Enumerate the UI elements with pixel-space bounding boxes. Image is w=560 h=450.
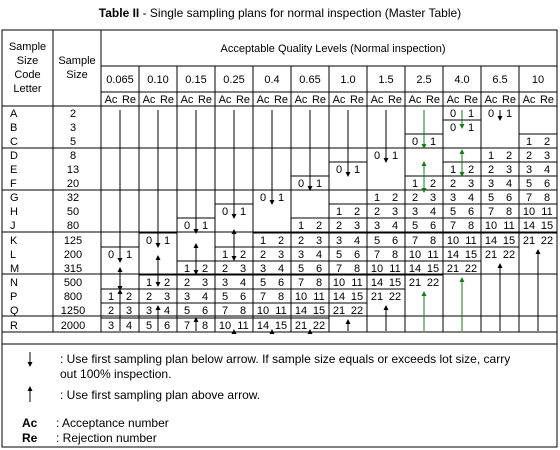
cell-ac: 14	[408, 263, 422, 275]
code-letter-header: Sample	[8, 41, 47, 53]
re-label: Re	[387, 94, 403, 106]
cell-ac: 5	[449, 206, 457, 218]
cell-ac: 5	[525, 178, 533, 190]
legend-down-text-2: out 100% inspection.	[60, 367, 172, 381]
cell-re: 11	[503, 220, 515, 232]
cell-ac: 1	[411, 178, 419, 190]
cell-re: 22	[388, 291, 402, 303]
cell-ac: 3	[107, 320, 115, 332]
cell-ac: 2	[335, 220, 343, 232]
cell-re: 4	[277, 263, 285, 275]
aql-level-2: 0.15	[185, 74, 207, 86]
code-letter: H	[10, 206, 18, 218]
cell-re: 15	[502, 235, 516, 247]
cell-ac: 7	[411, 235, 419, 247]
cell-re: 8	[315, 277, 323, 289]
sample-size: 2	[69, 108, 77, 120]
cell-re: 3	[277, 249, 285, 261]
cell-ac: 7	[449, 220, 457, 232]
cell-ac: 3	[411, 206, 419, 218]
code-letter: N	[10, 277, 18, 289]
cell-ac: 0	[411, 136, 419, 148]
re-label: Re	[539, 94, 555, 106]
cell-ac: 2	[373, 206, 381, 218]
cell-ac: 0	[107, 249, 115, 261]
cell-re: 11	[389, 263, 401, 275]
cell-re: 3	[543, 150, 551, 162]
cell-re: 8	[543, 192, 551, 204]
cell-re: 11	[541, 206, 553, 218]
cell-re: 2	[391, 192, 399, 204]
cell-ac: 2	[525, 150, 533, 162]
ac-label: Ac	[218, 94, 232, 106]
cell-re: 2	[163, 277, 171, 289]
cell-ac: 0	[221, 206, 229, 218]
ac-label: Ac	[142, 94, 156, 106]
cell-re: 15	[274, 320, 288, 332]
cell-re: 1	[239, 206, 247, 218]
legend-re-term: Re	[22, 431, 38, 445]
ac-label: Ac	[256, 94, 270, 106]
cell-re: 11	[465, 235, 477, 247]
cell-re: 3	[239, 263, 247, 275]
cell-ac: 3	[259, 263, 267, 275]
cell-re: 4	[125, 320, 133, 332]
cell-ac: 2	[145, 291, 153, 303]
sample-size: 2000	[60, 320, 86, 332]
cell-ac: 0	[297, 178, 305, 190]
cell-ac: 1	[183, 263, 191, 275]
cell-re: 22	[540, 235, 554, 247]
cell-re: 6	[505, 192, 513, 204]
aql-level-11: 10	[531, 74, 545, 86]
aql-level-5: 0.65	[299, 74, 321, 86]
cell-re: 11	[351, 277, 363, 289]
cell-ac: 10	[218, 320, 232, 332]
cell-ac: 3	[449, 192, 457, 204]
cell-ac: 0	[145, 235, 153, 247]
code-letter: J	[10, 220, 16, 232]
cell-ac: 1	[335, 206, 343, 218]
cell-re: 3	[505, 164, 513, 176]
cell-ac: 21	[446, 263, 460, 275]
cell-re: 2	[201, 263, 209, 275]
code-letter: E	[10, 164, 18, 176]
cell-ac: 14	[484, 235, 498, 247]
cell-ac: 0	[487, 108, 495, 120]
cell-re: 6	[201, 305, 209, 317]
cell-ac: 2	[449, 178, 457, 190]
cell-ac: 10	[256, 305, 270, 317]
cell-re: 3	[315, 235, 323, 247]
cell-ac: 1	[449, 164, 457, 176]
cell-ac: 14	[446, 249, 460, 261]
cell-ac: 5	[487, 192, 495, 204]
re-label: Re	[235, 94, 251, 106]
re-label: Re	[159, 94, 175, 106]
cell-re: 2	[315, 220, 323, 232]
cell-re: 2	[543, 136, 551, 148]
cell-ac: 21	[370, 291, 384, 303]
sample-size: 1250	[60, 305, 86, 317]
cell-ac: 7	[373, 249, 381, 261]
cell-ac: 10	[484, 220, 498, 232]
cell-re: 8	[505, 206, 513, 218]
cell-ac: 5	[335, 249, 343, 261]
table-caption: - Single sampling plans for normal inspection (Master Table)	[139, 6, 462, 20]
cell-ac: 2	[297, 235, 305, 247]
cell-re: 1	[353, 164, 361, 176]
aql-level-9: 4.0	[454, 74, 470, 86]
cell-re: 1	[467, 122, 475, 134]
cell-re: 6	[163, 320, 171, 332]
cell-ac: 3	[297, 249, 305, 261]
sample-size: 80	[66, 220, 80, 232]
cell-ac: 3	[145, 305, 153, 317]
sample-size: 20	[66, 178, 80, 190]
cell-re: 2	[429, 178, 437, 190]
cell-ac: 7	[221, 305, 229, 317]
ac-label: Ac	[446, 94, 460, 106]
cell-re: 8	[429, 235, 437, 247]
cell-ac: 1	[145, 277, 153, 289]
ac-label: Ac	[180, 94, 194, 106]
code-letter: M	[10, 263, 20, 275]
re-label: Re	[197, 94, 213, 106]
code-letter: D	[10, 150, 18, 162]
cell-re: 11	[275, 305, 287, 317]
legend-ac-def: : Acceptance number	[56, 416, 169, 430]
re-label: Re	[121, 94, 137, 106]
cell-ac: 21	[332, 305, 346, 317]
cell-ac: 10	[294, 291, 308, 303]
cell-re: 15	[388, 277, 402, 289]
cell-ac: 2	[259, 249, 267, 261]
aql-level-0: 0.065	[106, 74, 134, 86]
cell-re: 4	[201, 291, 209, 303]
cell-ac: 1	[525, 136, 533, 148]
code-letter-header: Letter	[13, 83, 42, 95]
ac-label: Ac	[484, 94, 498, 106]
cell-re: 2	[505, 150, 513, 162]
sample-size: 50	[66, 206, 80, 218]
cell-re: 3	[391, 206, 399, 218]
cell-ac: 7	[297, 277, 305, 289]
cell-ac: 3	[335, 235, 343, 247]
cell-ac: 10	[446, 235, 460, 247]
cell-re: 4	[543, 164, 551, 176]
cell-ac: 5	[145, 320, 153, 332]
aql-level-6: 1.0	[340, 74, 356, 86]
cell-ac: 3	[487, 178, 495, 190]
cell-ac: 21	[522, 235, 536, 247]
cell-ac: 0	[449, 108, 457, 120]
cell-ac: 0	[373, 150, 381, 162]
legend-re-def: : Rejection number	[56, 431, 157, 445]
cell-ac: 14	[370, 277, 384, 289]
cell-ac: 10	[332, 277, 346, 289]
sample-size: 5	[69, 136, 77, 148]
code-letter: B	[10, 122, 18, 134]
cell-re: 4	[239, 277, 247, 289]
cell-re: 4	[315, 249, 323, 261]
code-letter: Q	[10, 305, 19, 317]
cell-ac: 7	[259, 291, 267, 303]
cell-re: 8	[201, 320, 209, 332]
code-letter: L	[10, 249, 17, 261]
table-number: Table II	[98, 6, 140, 20]
sample-size: 3	[69, 122, 77, 134]
cell-re: 4	[163, 305, 171, 317]
re-label: Re	[463, 94, 479, 106]
cell-re: 8	[239, 305, 247, 317]
cell-re: 22	[502, 249, 516, 261]
cell-ac: 1	[373, 192, 381, 204]
cell-ac: 1	[297, 220, 305, 232]
cell-re: 8	[391, 249, 399, 261]
ac-label: Ac	[522, 94, 536, 106]
ac-label: Ac	[294, 94, 308, 106]
cell-ac: 5	[411, 220, 419, 232]
sample-size-header: Size	[66, 69, 88, 81]
cell-re: 1	[277, 192, 285, 204]
cell-re: 2	[239, 249, 247, 261]
sample-size: 500	[63, 277, 83, 289]
legend-down-text: : Use first sampling plan below arrow. If sample size equals or exceeds lot size, carry	[60, 352, 511, 366]
cell-ac: 7	[487, 206, 495, 218]
cell-re: 3	[125, 305, 133, 317]
sample-size: 200	[63, 249, 83, 261]
sample-size: 32	[66, 192, 80, 204]
cell-ac: 14	[294, 305, 308, 317]
cell-re: 15	[540, 220, 554, 232]
cell-re: 3	[429, 192, 437, 204]
cell-ac: 2	[487, 164, 495, 176]
cell-ac: 10	[370, 263, 384, 275]
cell-re: 22	[464, 263, 478, 275]
ac-label: Ac	[370, 94, 384, 106]
cell-ac: 7	[335, 263, 343, 275]
cell-re: 1	[163, 235, 171, 247]
cell-ac: 0	[183, 220, 191, 232]
cell-ac: 5	[183, 305, 191, 317]
cell-ac: 5	[297, 263, 305, 275]
cell-re: 2	[125, 291, 133, 303]
cell-re: 2	[467, 164, 475, 176]
ac-label: Ac	[332, 94, 346, 106]
cell-re: 22	[350, 305, 364, 317]
cell-re: 3	[163, 291, 171, 303]
cell-re: 11	[237, 320, 249, 332]
cell-re: 3	[353, 220, 361, 232]
cell-re: 4	[353, 235, 361, 247]
cell-ac: 1	[107, 291, 115, 303]
aql-level-3: 0.25	[223, 74, 245, 86]
cell-re: 6	[391, 235, 399, 247]
aql-level-10: 6.5	[492, 74, 508, 86]
aql-level-1: 0.10	[147, 74, 169, 86]
cell-ac: 1	[259, 235, 267, 247]
cell-re: 22	[312, 320, 326, 332]
code-letter-header: Code	[14, 69, 41, 81]
cell-ac: 3	[373, 220, 381, 232]
cell-re: 11	[313, 291, 325, 303]
cell-ac: 1	[221, 249, 229, 261]
cell-re: 1	[391, 150, 399, 162]
re-label: Re	[425, 94, 441, 106]
cell-ac: 21	[484, 249, 498, 261]
sample-size: 8	[69, 150, 77, 162]
sample-size: 315	[63, 263, 83, 275]
legend-ac-term: Ac	[22, 416, 38, 430]
cell-re: 1	[125, 249, 133, 261]
cell-re: 3	[201, 277, 209, 289]
ac-label: Ac	[408, 94, 422, 106]
cell-re: 1	[467, 108, 475, 120]
sample-size: 800	[63, 291, 83, 303]
cell-re: 1	[429, 136, 437, 148]
cell-ac: 21	[408, 277, 422, 289]
cell-ac: 0	[259, 192, 267, 204]
re-label: Re	[273, 94, 289, 106]
re-label: Re	[501, 94, 517, 106]
sample-size: 125	[63, 235, 83, 247]
legend-up-text: : Use first sampling plan above arrow.	[60, 388, 261, 402]
code-letter: P	[10, 291, 18, 303]
cell-re: 2	[353, 206, 361, 218]
cell-re: 15	[426, 263, 440, 275]
cell-re: 4	[505, 178, 513, 190]
cell-ac: 1	[487, 150, 495, 162]
cell-ac: 14	[332, 291, 346, 303]
cell-ac: 7	[525, 192, 533, 204]
cell-re: 6	[429, 220, 437, 232]
code-letter-header: Size	[16, 55, 39, 67]
cell-ac: 5	[221, 291, 229, 303]
cell-re: 4	[429, 206, 437, 218]
cell-re: 2	[277, 235, 285, 247]
code-letter: R	[10, 320, 18, 332]
re-label: Re	[349, 94, 365, 106]
cell-re: 1	[201, 220, 209, 232]
code-letter: F	[10, 178, 17, 190]
cell-ac: 14	[522, 220, 536, 232]
cell-ac: 10	[408, 249, 422, 261]
aql-level-7: 1.5	[378, 74, 394, 86]
cell-re: 6	[543, 178, 551, 190]
cell-re: 4	[467, 192, 475, 204]
aql-level-8: 2.5	[416, 74, 432, 86]
ac-label: Ac	[104, 94, 118, 106]
cell-re: 6	[353, 249, 361, 261]
cell-re: 8	[277, 291, 285, 303]
cell-re: 4	[391, 220, 399, 232]
cell-re: 6	[277, 277, 285, 289]
cell-re: 8	[467, 220, 475, 232]
cell-ac: 0	[449, 122, 457, 134]
cell-re: 3	[467, 178, 475, 190]
cell-re: 15	[350, 291, 364, 303]
cell-ac: 21	[294, 320, 308, 332]
aql-caption: Acceptable Quality Levels (Normal inspection)	[220, 43, 446, 55]
cell-ac: 2	[411, 192, 419, 204]
aql-level-4: 0.4	[264, 74, 280, 86]
cell-re: 1	[505, 108, 513, 120]
cell-ac: 0	[335, 164, 343, 176]
cell-ac: 5	[259, 277, 267, 289]
cell-ac: 2	[221, 263, 229, 275]
cell-re: 11	[427, 249, 439, 261]
cell-re: 6	[315, 263, 323, 275]
cell-re: 8	[353, 263, 361, 275]
cell-ac: 5	[373, 235, 381, 247]
cell-ac: 7	[183, 320, 191, 332]
cell-ac: 2	[107, 305, 115, 317]
cell-re: 6	[467, 206, 475, 218]
sample-size-header: Sample	[58, 55, 96, 67]
code-letter: A	[10, 108, 18, 120]
code-letter: K	[10, 235, 18, 247]
cell-re: 22	[426, 277, 440, 289]
cell-re: 1	[315, 178, 323, 190]
cell-re: 6	[239, 291, 247, 303]
code-letter: C	[10, 136, 18, 148]
cell-ac: 2	[183, 277, 191, 289]
cell-ac: 3	[221, 277, 229, 289]
cell-ac: 3	[183, 291, 191, 303]
cell-ac: 3	[525, 164, 533, 176]
cell-re: 15	[464, 249, 478, 261]
cell-re: 15	[312, 305, 326, 317]
sample-size: 13	[66, 164, 80, 176]
re-label: Re	[311, 94, 327, 106]
code-letter: G	[10, 192, 19, 204]
cell-ac: 14	[256, 320, 270, 332]
cell-ac: 10	[522, 206, 536, 218]
